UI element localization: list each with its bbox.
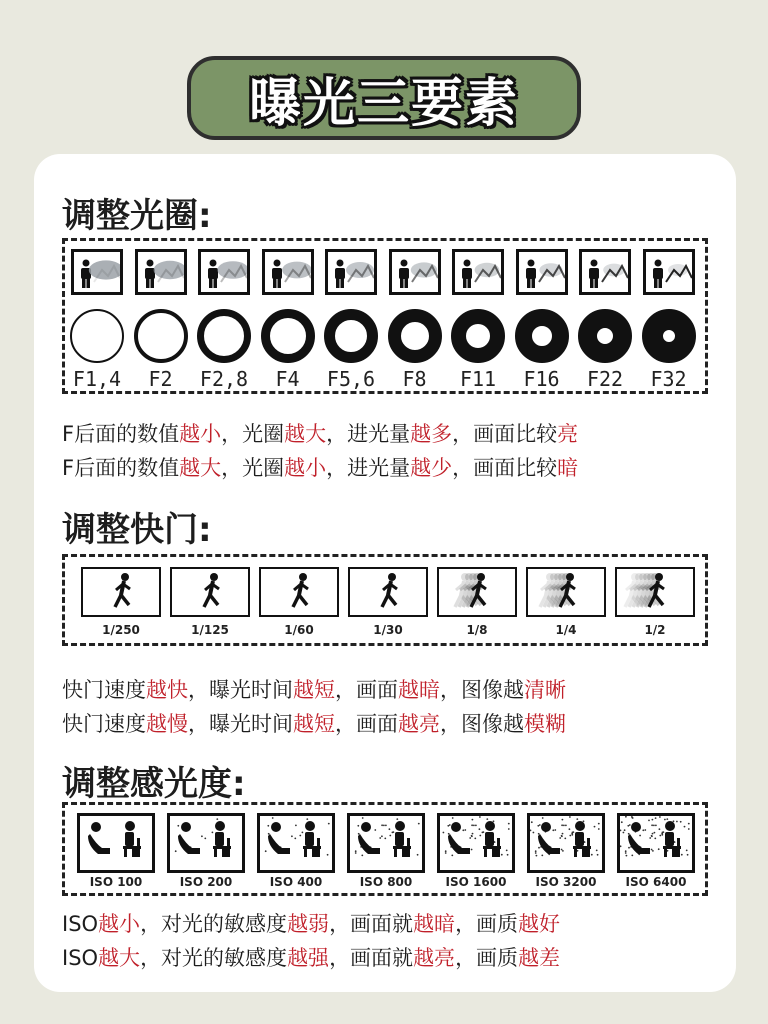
desc-text: F后面的数值 <box>62 422 180 446</box>
desc-text: ISO <box>62 912 99 936</box>
aperture-stop-label: F2,8 <box>199 367 249 391</box>
shutter-speed-label: 1/4 <box>555 623 577 637</box>
aperture-thumbnail <box>516 249 568 295</box>
desc-text: ，画质 <box>455 946 519 970</box>
desc-text: ，画面 <box>335 678 398 702</box>
iso-chart <box>62 802 708 896</box>
highlight-text: 越好 <box>518 912 561 936</box>
aperture-ring <box>261 309 315 363</box>
highlight-text: 清晰 <box>524 678 566 702</box>
aperture-stop-label: F1,4 <box>72 367 122 391</box>
aperture-thumbnail <box>262 249 314 295</box>
iso-thumbnail <box>437 813 515 873</box>
highlight-text: 亮 <box>557 422 579 446</box>
aperture-stop-label: F16 <box>523 367 560 391</box>
aperture-ring <box>451 309 505 363</box>
page-title: 曝光三要素 <box>248 73 519 134</box>
desc-text: ，画面 <box>335 712 398 736</box>
iso-value-label: ISO 400 <box>269 875 323 889</box>
highlight-text: 越大 <box>284 422 327 446</box>
highlight-text: 越小 <box>179 422 222 446</box>
highlight-text: 越快 <box>146 678 188 702</box>
shutter-speed-label: 1/2 <box>644 623 666 637</box>
iso-thumbnail <box>347 813 425 873</box>
shutter-thumbnail <box>348 567 428 617</box>
iso-value-label: ISO 200 <box>179 875 233 889</box>
highlight-text: 越多 <box>410 422 453 446</box>
highlight-text: 暗 <box>557 456 579 480</box>
highlight-text: 模糊 <box>524 712 566 736</box>
highlight-text: 越大 <box>179 456 222 480</box>
highlight-text: 越小 <box>98 912 141 936</box>
shutter-speed-label: 1/8 <box>466 623 488 637</box>
aperture-thumbnail <box>643 249 695 295</box>
highlight-text: 越亮 <box>398 712 440 736</box>
desc-text: ，画面比较 <box>452 456 558 480</box>
shutter-thumbnail <box>526 567 606 617</box>
highlight-text: 越小 <box>284 456 327 480</box>
aperture-stop-label: F32 <box>650 367 687 391</box>
aperture-thumbnail <box>452 249 504 295</box>
aperture-thumbnail <box>135 249 187 295</box>
aperture-thumbnail <box>325 249 377 295</box>
shutter-speed-label: 1/30 <box>373 623 403 637</box>
desc-text: ，图像越 <box>440 712 524 736</box>
aperture-thumbnail <box>579 249 631 295</box>
highlight-text: 越短 <box>293 712 335 736</box>
iso-desc-line-1 <box>62 908 560 938</box>
desc-text: ，曝光时间 <box>188 712 293 736</box>
iso-value-label: ISO 1600 <box>445 875 507 889</box>
desc-text: ，对光的敏感度 <box>140 912 288 936</box>
iso-desc-line-2 <box>62 942 560 972</box>
desc-text: F后面的数值 <box>62 456 180 480</box>
shutter-desc-line-1 <box>62 674 566 704</box>
shutter-thumbnail <box>170 567 250 617</box>
aperture-thumbnail <box>389 249 441 295</box>
aperture-chart <box>62 238 708 394</box>
iso-heading: 调整感光度: <box>62 764 246 804</box>
shutter-speed-label: 1/250 <box>102 623 140 637</box>
highlight-text: 越强 <box>287 946 330 970</box>
desc-text: 快门速度 <box>62 678 146 702</box>
aperture-ring <box>197 309 251 363</box>
desc-text: ，进光量 <box>326 456 411 480</box>
aperture-stop-label: F4 <box>275 367 300 391</box>
shutter-thumbnail <box>259 567 339 617</box>
highlight-text: 越短 <box>293 678 335 702</box>
shutter-desc-line-2 <box>62 708 566 738</box>
title-banner <box>187 56 581 140</box>
iso-thumbnail <box>257 813 335 873</box>
shutter-chart <box>62 554 708 646</box>
aperture-stop-label: F11 <box>459 367 497 391</box>
shutter-thumbnail <box>437 567 517 617</box>
aperture-heading: 调整光圈: <box>62 196 212 236</box>
aperture-stop-label: F2 <box>148 367 173 391</box>
iso-value-label: ISO 100 <box>89 875 143 889</box>
shutter-thumbnail <box>81 567 161 617</box>
desc-text: ，曝光时间 <box>188 678 293 702</box>
iso-value-label: ISO 6400 <box>625 875 687 889</box>
desc-text: ，光圈 <box>221 456 285 480</box>
desc-text: ，画面就 <box>329 912 414 936</box>
iso-value-label: ISO 800 <box>359 875 413 889</box>
desc-text: ，画面比较 <box>452 422 558 446</box>
aperture-ring <box>324 309 378 363</box>
desc-text: ，画质 <box>455 912 519 936</box>
shutter-thumbnail <box>615 567 695 617</box>
shutter-heading: 调整快门: <box>62 510 212 550</box>
shutter-speed-label: 1/60 <box>284 623 314 637</box>
desc-text: ，光圈 <box>221 422 285 446</box>
iso-thumbnail <box>617 813 695 873</box>
aperture-ring <box>388 309 442 363</box>
highlight-text: 越暗 <box>413 912 456 936</box>
aperture-stop-label: F22 <box>586 367 624 391</box>
aperture-ring <box>70 309 124 363</box>
aperture-ring <box>134 309 188 363</box>
aperture-thumbnail <box>198 249 250 295</box>
aperture-thumbnail <box>71 249 123 295</box>
highlight-text: 越少 <box>410 456 453 480</box>
aperture-ring <box>515 309 569 363</box>
highlight-text: 越大 <box>98 946 141 970</box>
iso-thumbnail <box>167 813 245 873</box>
aperture-stop-label: F5,6 <box>326 367 376 391</box>
aperture-ring <box>642 309 696 363</box>
aperture-stop-label: F8 <box>402 367 427 391</box>
desc-text: ，对光的敏感度 <box>140 946 288 970</box>
shutter-speed-label: 1/125 <box>191 623 229 637</box>
iso-thumbnail <box>77 813 155 873</box>
highlight-text: 越差 <box>518 946 561 970</box>
iso-thumbnail <box>527 813 605 873</box>
highlight-text: 越慢 <box>146 712 188 736</box>
desc-text: ，进光量 <box>326 422 411 446</box>
desc-text: ISO <box>62 946 99 970</box>
highlight-text: 越暗 <box>398 678 440 702</box>
highlight-text: 越弱 <box>287 912 330 936</box>
desc-text: ，画面就 <box>329 946 414 970</box>
aperture-ring <box>578 309 632 363</box>
desc-text: 快门速度 <box>62 712 146 736</box>
highlight-text: 越亮 <box>413 946 456 970</box>
aperture-desc-line-1 <box>62 418 578 448</box>
iso-value-label: ISO 3200 <box>535 875 597 889</box>
desc-text: ，图像越 <box>440 678 524 702</box>
aperture-desc-line-2 <box>62 452 578 482</box>
